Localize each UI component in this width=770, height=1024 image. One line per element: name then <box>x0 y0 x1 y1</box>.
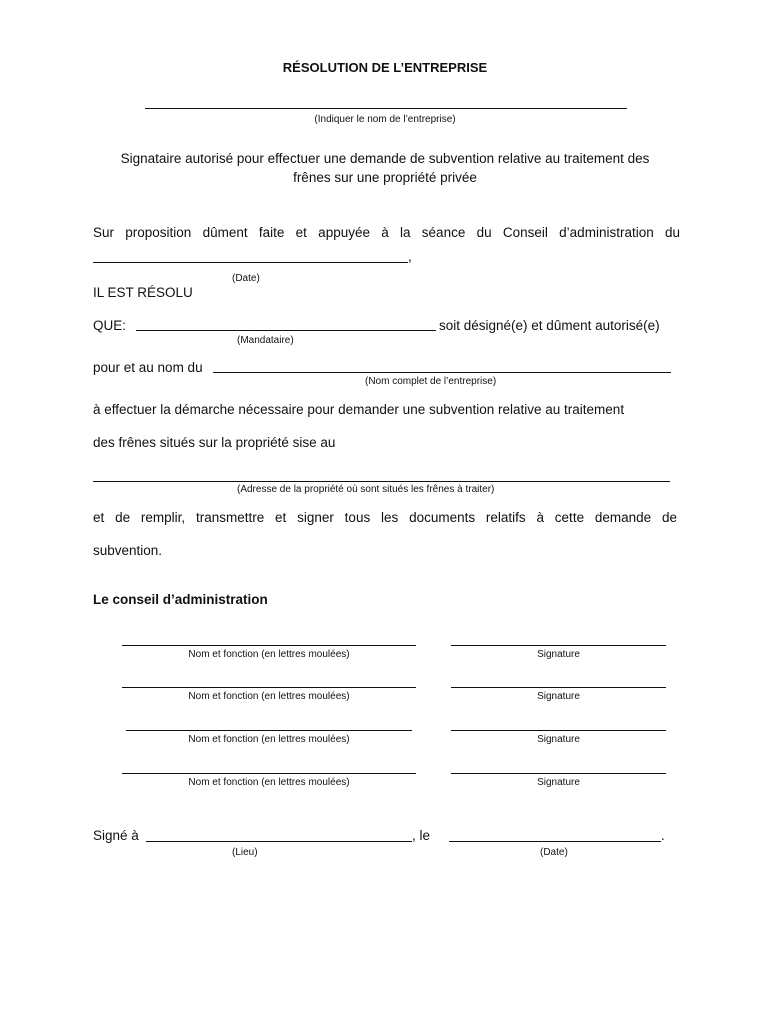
company-full-name-hint: (Nom complet de l’entreprise) <box>365 376 497 387</box>
signature-line[interactable] <box>451 645 666 646</box>
subtitle-line-1: Signataire autorisé pour effectuer une demande de subvention relative au traitement des <box>120 151 650 166</box>
meeting-date-hint: (Date) <box>232 273 260 284</box>
signature-hint: Signature <box>537 777 580 788</box>
signature-hint: Signature <box>537 734 580 745</box>
signed-period: . <box>661 828 665 843</box>
name-function-line[interactable] <box>126 730 412 731</box>
subtitle-line-2: frênes sur une propriété privée <box>293 170 477 185</box>
signature-line[interactable] <box>451 773 666 774</box>
mandataire-line[interactable] <box>136 330 436 331</box>
frenes-text: des frênes situés sur la propriété sise au <box>93 435 336 450</box>
signature-hint: Signature <box>537 691 580 702</box>
proposal-text: Sur proposition dûment faite et appuyée à la séance du Conseil d’administration du <box>93 225 680 240</box>
name-function-hint: Nom et fonction (en lettres moulées) <box>188 777 350 788</box>
board-heading: Le conseil d’administration <box>93 592 268 607</box>
name-function-line[interactable] <box>122 645 416 646</box>
place-line[interactable] <box>146 841 412 842</box>
proposal-comma: , <box>408 249 412 264</box>
signature-hint: Signature <box>537 649 580 660</box>
meeting-date-line[interactable] <box>93 262 408 263</box>
company-name-line[interactable] <box>145 108 627 109</box>
address-hint: (Adresse de la propriété où sont situés les frênes à traiter) <box>237 484 495 495</box>
que-label: QUE: <box>93 318 127 333</box>
name-function-line[interactable] <box>122 687 416 688</box>
company-name-hint: (Indiquer le nom de l’entreprise) <box>314 114 456 125</box>
document-title: RÉSOLUTION DE L’ENTREPRISE <box>282 60 488 75</box>
signature-line[interactable] <box>451 687 666 688</box>
address-line[interactable] <box>93 481 670 482</box>
name-function-line[interactable] <box>122 773 416 774</box>
signed-date-line[interactable] <box>449 841 661 842</box>
signature-line[interactable] <box>451 730 666 731</box>
effectuer-text: à effectuer la démarche nécessaire pour demander une subvention relative au traitement <box>93 402 625 417</box>
place-hint: (Lieu) <box>232 847 258 858</box>
le-label: , le <box>412 828 431 843</box>
resolved-heading: IL EST RÉSOLU <box>93 285 193 300</box>
name-function-hint: Nom et fonction (en lettres moulées) <box>188 734 350 745</box>
name-function-hint: Nom et fonction (en lettres moulées) <box>188 649 350 660</box>
signed-date-hint: (Date) <box>540 847 568 858</box>
mandataire-hint: (Mandataire) <box>237 335 294 346</box>
name-function-hint: Nom et fonction (en lettres moulées) <box>188 691 350 702</box>
que-suffix: soit désigné(e) et dûment autorisé(e) <box>439 318 660 333</box>
company-full-name-line[interactable] <box>213 372 671 373</box>
remplir-text: et de remplir, transmettre et signer tous les documents relatifs à cette demande de <box>93 510 677 525</box>
subvention-text: subvention. <box>93 543 163 558</box>
signed-at-label: Signé à <box>93 828 139 843</box>
on-behalf-label: pour et au nom du <box>93 360 203 375</box>
